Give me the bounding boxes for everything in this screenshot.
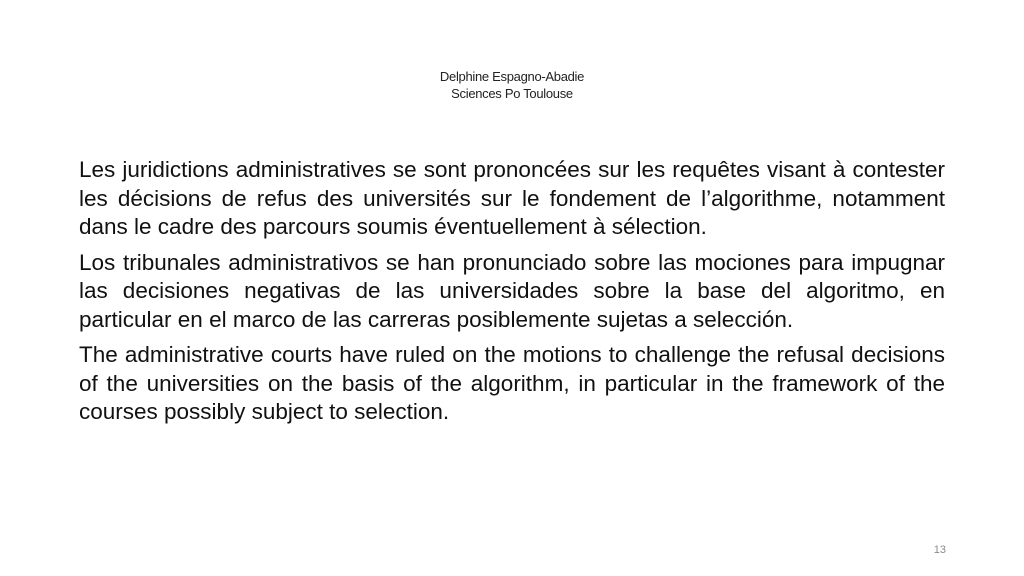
- paragraph-english: The administrative courts have ruled on the motions to challenge the refusal decisions of the universities on the basis of the algorithm, in particular in the framework of the courses possibly subject to selection.: [79, 342, 945, 424]
- paragraph-spanish: Los tribunales administrativos se han pronunciado sobre las mociones para impugnar las decisiones negativas de las universidades sobre la base del algoritmo, en particular en el marco de las carreras posiblemente sujetas a selección.: [79, 249, 945, 332]
- slide-header: [0, 68, 1024, 102]
- page-number: 13: [933, 544, 946, 556]
- paragraph-french: Les juridictions administratives se sont prononcées sur les requêtes visant à contester les décisions de refus des universités sur le fondement de l’algorithme, notamment dans le cadre des parcours soumis éventuellement à sélection.: [79, 157, 945, 239]
- slide-body: [79, 156, 945, 434]
- institution-name: Sciences Po Toulouse: [451, 86, 573, 101]
- author-name: Delphine Espagno-Abadie: [439, 69, 585, 84]
